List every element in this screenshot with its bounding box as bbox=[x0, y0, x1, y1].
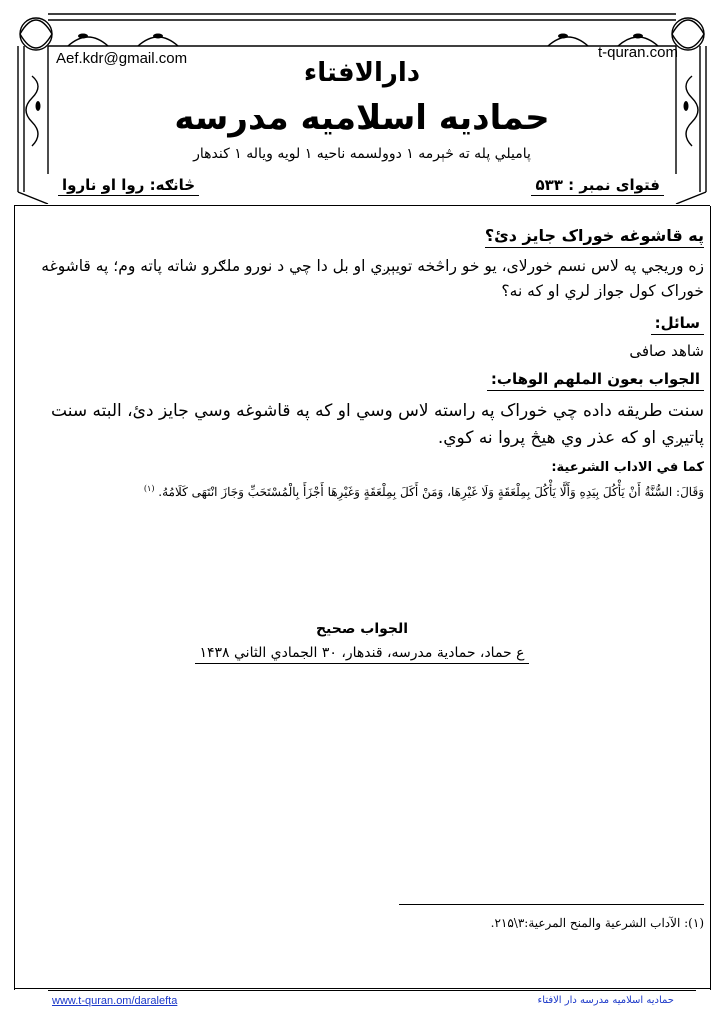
question-line: خوراک کول جواز لري او که نه؟ bbox=[501, 282, 704, 300]
question-body bbox=[18, 254, 704, 304]
question-title: په قاشوغه خوراک جایز دئ؟ bbox=[485, 226, 704, 245]
asker-name: شاهد صافی bbox=[629, 342, 704, 360]
content-bottom-rule bbox=[14, 988, 710, 989]
answer-line: سنت طریقه داده چي خوراک په راسته لاس وسي او که په قاشوغه وسي جایز دئ، البته سنت bbox=[51, 401, 704, 421]
footer-text: حمادیه اسلامیه مدرسه دار الافتاء bbox=[537, 995, 674, 1006]
footer-link[interactable]: www.t-quran.om/daralefta bbox=[52, 995, 178, 1007]
answer-body bbox=[22, 398, 704, 452]
content-right-rule bbox=[710, 206, 711, 990]
fatwa-number-block bbox=[531, 176, 664, 196]
topic-value: روا او ناروا bbox=[62, 176, 145, 194]
address-line: پامیلي پله ته څېرمه ۱ دوولسمه ناحیه ۱ لویه ویاله ۱ کندهار bbox=[193, 146, 531, 162]
answer-label: الجواب بعون الملهم الوهاب: bbox=[487, 370, 704, 388]
school-name-title: حمادیه اسلامیه مدرسه bbox=[174, 98, 550, 138]
footnote-rule bbox=[399, 904, 704, 905]
topic-block bbox=[58, 176, 199, 196]
dar-al-ifta-title: دارالافتاء bbox=[303, 58, 421, 88]
footnote-reference[interactable]: (۱) bbox=[143, 484, 155, 493]
asker-label: سائل: bbox=[651, 314, 704, 332]
website-link[interactable]: t-quran.com bbox=[597, 44, 678, 61]
content-left-rule bbox=[14, 206, 15, 990]
footnote-text: (۱): الآداب الشرعیة والمنح المرعیة:۳\۲۱۵. bbox=[490, 916, 704, 930]
topic-label: څانګه: bbox=[149, 176, 196, 194]
answer-line: پاتیږي او که عذر وي هیڅ پروا نه کوي. bbox=[437, 428, 704, 448]
source-quote bbox=[14, 484, 704, 499]
verdict-sahih: الجواب صحیح bbox=[315, 621, 409, 637]
fatwa-number-label: فتوای نمبر : bbox=[568, 176, 660, 194]
contact-email[interactable]: Aef.kdr@gmail.com bbox=[56, 50, 188, 67]
question-line: زه وریجي په لاس نسم خورلای، یو خو راڅخه تویېږي او بل دا چي د نورو ملګرو شاته پاته وم؛ په قاشوغه bbox=[41, 257, 704, 275]
content-top-rule bbox=[14, 205, 710, 206]
verdict-signature: ع حماد، حمادیة مدرسه، قندهار، ۳۰ الجمادي الثاني ۱۴۳۸ bbox=[0, 645, 724, 661]
fatwa-number-value: ۵۳۳ bbox=[535, 176, 563, 194]
source-title: کما في الاداب الشرعیة: bbox=[551, 460, 704, 475]
footer-rule bbox=[48, 990, 696, 991]
quote-text: وَقَالَ: السُّنَّةُ أَنْ يَأْكُلَ بِيَدِهِ وَأَلَّا يَأْكُلَ بِمِلْعَقَةٍ وَلَا غَيْرِهَا، وَمَنْ أَكَلَ بِمِلْعَقَةٍ وَغَيْرِهَا أَجْزَأَ بِالْمُسْتَحَبِّ وَجَازَ انْتَهَى كَلَامُهُ. bbox=[158, 485, 704, 499]
